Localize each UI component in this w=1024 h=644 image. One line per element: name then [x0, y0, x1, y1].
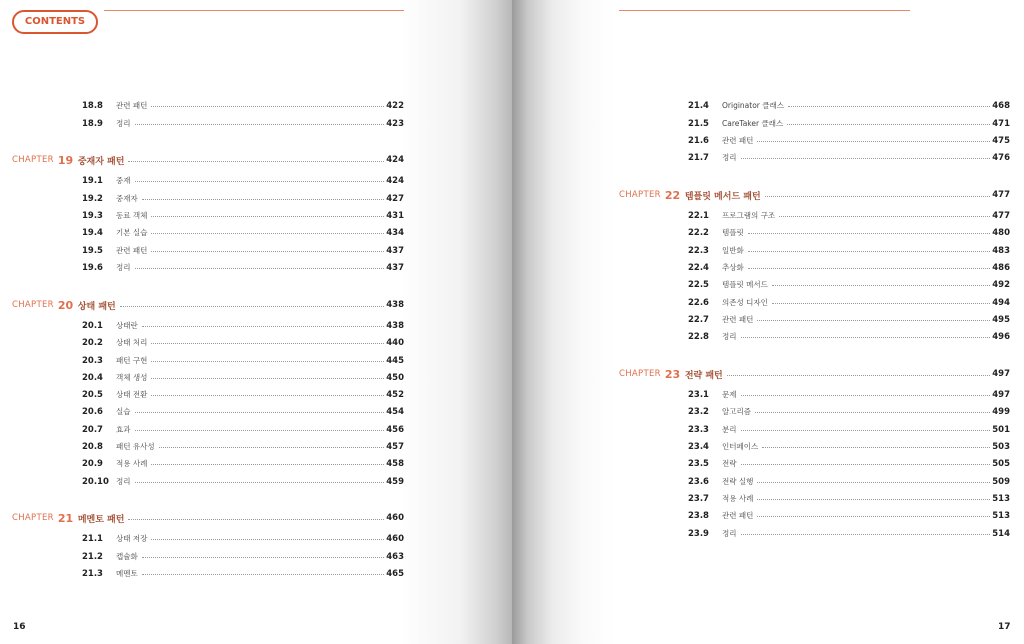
dot-leader — [748, 251, 991, 252]
section-title: 관련 패턴 — [722, 511, 754, 520]
section-title: 정리 — [116, 477, 131, 486]
dot-leader — [151, 539, 384, 540]
toc-section-entry[interactable] — [82, 259, 404, 276]
section-number: 19.5 — [82, 245, 103, 256]
page-number-left: 16 — [13, 622, 26, 632]
section-number: 22.2 — [688, 227, 709, 238]
section-title: CareTaker 클래스 — [722, 119, 784, 128]
chapter-label: CHAPTER — [12, 300, 54, 310]
section-number: 23.6 — [688, 476, 709, 487]
page-number: 423 — [386, 118, 404, 129]
section-title: 객체 생성 — [116, 373, 148, 382]
page-number: 480 — [992, 227, 1010, 238]
dot-leader — [151, 106, 384, 107]
section-title: 정리 — [722, 529, 737, 538]
page-number: 457 — [386, 441, 404, 452]
toc-section-entry[interactable] — [82, 473, 404, 490]
section-title: 패턴 유사성 — [116, 442, 155, 451]
dot-leader — [135, 412, 385, 413]
toc-section-entry[interactable] — [82, 172, 404, 189]
page-number: 486 — [992, 262, 1010, 273]
toc-section-entry[interactable] — [82, 190, 404, 207]
toc-section-entry[interactable] — [82, 548, 404, 565]
toc-section-entry[interactable] — [82, 369, 404, 386]
page-number: 497 — [992, 369, 1010, 379]
dot-leader — [757, 320, 990, 321]
dot-leader — [151, 343, 384, 344]
dot-leader — [787, 124, 990, 125]
toc-section-entry[interactable] — [688, 386, 1010, 403]
section-title: 전략 — [722, 459, 737, 468]
page-number: 431 — [386, 210, 404, 221]
section-number: 21.1 — [82, 533, 103, 544]
section-title: 캡슐화 — [116, 552, 138, 561]
page-number: 476 — [992, 152, 1010, 163]
dot-leader — [135, 124, 385, 125]
section-number: 21.7 — [688, 152, 709, 163]
section-title: Originator 클래스 — [722, 101, 784, 110]
section-title: 패턴 구현 — [116, 356, 148, 365]
toc-section-entry[interactable] — [688, 455, 1010, 472]
dot-leader — [135, 181, 385, 182]
dot-leader — [727, 375, 990, 376]
toc-section-entry[interactable] — [688, 242, 1010, 259]
toc-section-entry[interactable] — [82, 334, 404, 351]
section-title: 추상화 — [722, 263, 744, 272]
toc-section-entry[interactable] — [82, 438, 404, 455]
dot-leader — [741, 464, 991, 465]
toc-section-entry[interactable] — [688, 259, 1010, 276]
dot-leader — [151, 233, 384, 234]
page-number: 513 — [992, 493, 1010, 504]
page-number: 499 — [992, 406, 1010, 417]
toc-section-entry[interactable] — [82, 242, 404, 259]
section-number: 21.5 — [688, 118, 709, 129]
section-title: 의존성 디자인 — [722, 298, 768, 307]
section-number: 20.6 — [82, 406, 103, 417]
chapter-label: CHAPTER — [619, 190, 661, 200]
dot-leader — [128, 161, 384, 162]
page-number: 483 — [992, 245, 1010, 256]
section-title: 관련 패턴 — [116, 246, 148, 255]
section-title: 프로그램의 구조 — [722, 211, 776, 220]
section-number: 23.8 — [688, 510, 709, 521]
section-number: 20.5 — [82, 389, 103, 400]
dot-leader — [142, 574, 385, 575]
toc-section-entry[interactable] — [82, 565, 404, 582]
page-number: 460 — [386, 513, 404, 523]
page-number: 452 — [386, 389, 404, 400]
toc-section-entry[interactable] — [688, 473, 1010, 490]
page-number: 437 — [386, 245, 404, 256]
dot-leader — [151, 464, 384, 465]
toc-section-entry[interactable] — [688, 115, 1010, 132]
section-number: 19.1 — [82, 175, 103, 186]
page-number: 438 — [386, 320, 404, 331]
section-number: 23.3 — [688, 424, 709, 435]
page-number: 437 — [386, 262, 404, 273]
toc-section-entry[interactable] — [82, 403, 404, 420]
dot-leader — [772, 303, 990, 304]
dot-leader — [741, 337, 991, 338]
dot-leader — [128, 519, 384, 520]
section-number: 20.3 — [82, 355, 103, 366]
page-number: 459 — [386, 476, 404, 487]
toc-section-entry[interactable] — [688, 149, 1010, 166]
section-number: 20.1 — [82, 320, 103, 331]
dot-leader — [142, 199, 385, 200]
page-number: 460 — [386, 533, 404, 544]
toc-section-entry[interactable] — [688, 97, 1010, 114]
section-number: 19.2 — [82, 193, 103, 204]
chapter-title: 중재자 패턴 — [77, 156, 125, 167]
toc-section-entry[interactable] — [688, 224, 1010, 241]
dot-leader — [159, 447, 385, 448]
page-number: 471 — [992, 118, 1010, 129]
section-number: 21.2 — [82, 551, 103, 562]
dot-leader — [151, 361, 384, 362]
section-number: 21.6 — [688, 135, 709, 146]
section-number: 22.6 — [688, 297, 709, 308]
page-number: 477 — [992, 190, 1010, 200]
toc-section-entry[interactable] — [688, 132, 1010, 149]
toc-section-entry[interactable] — [688, 525, 1010, 542]
section-title: 적용 사례 — [116, 459, 148, 468]
page-number: 509 — [992, 476, 1010, 487]
chapter-title: 템플릿 메서드 패턴 — [684, 191, 761, 202]
section-number: 23.1 — [688, 389, 709, 400]
section-number: 20.4 — [82, 372, 103, 383]
page-number: 505 — [992, 458, 1010, 469]
dot-leader — [757, 482, 990, 483]
toc-section-entry[interactable] — [688, 328, 1010, 345]
dot-leader — [142, 326, 385, 327]
section-number: 21.3 — [82, 568, 103, 579]
section-number: 18.8 — [82, 100, 103, 111]
dot-leader — [755, 412, 990, 413]
chapter-title: 상태 패턴 — [77, 301, 116, 312]
toc-section-entry[interactable] — [82, 115, 404, 132]
section-number: 20.2 — [82, 337, 103, 348]
toc-section-entry[interactable] — [688, 311, 1010, 328]
page-number: 438 — [386, 300, 404, 310]
dot-leader — [757, 516, 990, 517]
page-number: 424 — [386, 155, 404, 165]
toc-chapter-entry[interactable] — [12, 295, 404, 315]
dot-leader — [151, 378, 384, 379]
section-title: 상태란 — [116, 321, 138, 330]
section-title: 알고리즘 — [722, 407, 751, 416]
dot-leader — [748, 268, 991, 269]
dot-leader — [757, 499, 990, 500]
dot-leader — [779, 216, 990, 217]
section-number: 19.4 — [82, 227, 103, 238]
dot-leader — [120, 306, 384, 307]
page-number: 440 — [386, 337, 404, 348]
chapter-number: 23 — [664, 367, 681, 381]
section-number: 22.1 — [688, 210, 709, 221]
toc-section-entry[interactable] — [688, 490, 1010, 507]
toc-section-entry[interactable] — [82, 207, 404, 224]
dot-leader — [135, 430, 385, 431]
top-rule — [104, 10, 404, 11]
section-title: 기본 실습 — [116, 228, 148, 237]
chapter-number: 22 — [664, 188, 681, 202]
section-title: 정리 — [116, 119, 131, 128]
section-title: 상태 전환 — [116, 390, 148, 399]
dot-leader — [741, 158, 991, 159]
page-number: 495 — [992, 314, 1010, 325]
page-number: 477 — [992, 210, 1010, 221]
toc-section-entry[interactable] — [688, 438, 1010, 455]
section-title: 동료 객체 — [116, 211, 148, 220]
dot-leader — [772, 285, 990, 286]
section-title: 관련 패턴 — [722, 315, 754, 324]
page-number: 501 — [992, 424, 1010, 435]
section-title: 템플릿 — [722, 228, 744, 237]
toc-section-entry[interactable] — [688, 276, 1010, 293]
section-title: 중재자 — [116, 194, 138, 203]
section-number: 22.8 — [688, 331, 709, 342]
toc-section-entry[interactable] — [688, 294, 1010, 311]
chapter-label: CHAPTER — [12, 155, 54, 165]
section-title: 관련 패턴 — [722, 136, 754, 145]
section-title: 정리 — [116, 263, 131, 272]
toc-section-entry[interactable] — [82, 352, 404, 369]
dot-leader — [135, 268, 385, 269]
section-number: 20.9 — [82, 458, 103, 469]
section-number: 20.7 — [82, 424, 103, 435]
section-number: 22.5 — [688, 279, 709, 290]
chapter-number: 21 — [57, 511, 74, 525]
page-number: 514 — [992, 528, 1010, 539]
chapter-label: CHAPTER — [12, 513, 54, 523]
dot-leader — [151, 216, 384, 217]
chapter-label: CHAPTER — [619, 369, 661, 379]
dot-leader — [748, 233, 991, 234]
chapter-number: 19 — [57, 153, 74, 167]
page-number-right: 17 — [998, 622, 1011, 632]
dot-leader — [741, 395, 991, 396]
toc-section-entry[interactable] — [688, 207, 1010, 224]
section-title: 인터페이스 — [722, 442, 759, 451]
toc-section-entry[interactable] — [82, 455, 404, 472]
page-number: 496 — [992, 331, 1010, 342]
section-title: 정리 — [722, 332, 737, 341]
page-number: 427 — [386, 193, 404, 204]
section-number: 23.9 — [688, 528, 709, 539]
section-number: 19.3 — [82, 210, 103, 221]
section-title: 문제 — [722, 390, 737, 399]
toc-section-entry[interactable] — [82, 386, 404, 403]
dot-leader — [765, 196, 991, 197]
chapter-number: 20 — [57, 298, 74, 312]
toc-section-entry[interactable] — [688, 403, 1010, 420]
dot-leader — [788, 106, 990, 107]
section-number: 23.4 — [688, 441, 709, 452]
dot-leader — [135, 482, 385, 483]
toc-section-entry[interactable] — [82, 317, 404, 334]
section-number: 18.9 — [82, 118, 103, 129]
section-title: 템플릿 메서드 — [722, 280, 768, 289]
dot-leader — [741, 534, 991, 535]
dot-leader — [762, 447, 990, 448]
section-title: 상태 저장 — [116, 534, 148, 543]
page-number: 424 — [386, 175, 404, 186]
section-number: 22.4 — [688, 262, 709, 273]
dot-leader — [757, 141, 990, 142]
page-number: 445 — [386, 355, 404, 366]
page-number: 422 — [386, 100, 404, 111]
dot-leader — [151, 395, 384, 396]
page-number: 513 — [992, 510, 1010, 521]
section-number: 22.3 — [688, 245, 709, 256]
section-title: 실습 — [116, 407, 131, 416]
chapter-title: 메멘토 패턴 — [77, 514, 125, 525]
page-number: 475 — [992, 135, 1010, 146]
page-number: 465 — [386, 568, 404, 579]
section-number: 20.8 — [82, 441, 103, 452]
page-number: 497 — [992, 389, 1010, 400]
toc-section-entry[interactable] — [82, 421, 404, 438]
right-page — [512, 0, 1024, 644]
section-title: 일반화 — [722, 246, 744, 255]
page-number: 503 — [992, 441, 1010, 452]
toc-section-entry[interactable] — [688, 421, 1010, 438]
chapter-title: 전략 패턴 — [684, 370, 723, 381]
toc-chapter-entry[interactable] — [619, 185, 1010, 205]
page-number: 494 — [992, 297, 1010, 308]
section-title: 정리 — [722, 153, 737, 162]
toc-chapter-entry[interactable] — [12, 150, 404, 170]
section-title: 전략 실행 — [722, 477, 754, 486]
section-title: 분리 — [722, 425, 737, 434]
section-number: 23.7 — [688, 493, 709, 504]
section-number: 19.6 — [82, 262, 103, 273]
top-rule — [619, 10, 910, 11]
page-number: 468 — [992, 100, 1010, 111]
section-title: 중재 — [116, 176, 131, 185]
dot-leader — [142, 557, 385, 558]
section-title: 메멘토 — [116, 569, 138, 578]
toc-chapter-entry[interactable] — [619, 364, 1010, 384]
page-number: 450 — [386, 372, 404, 383]
section-title: 적용 사례 — [722, 494, 754, 503]
page-number: 492 — [992, 279, 1010, 290]
section-number: 22.7 — [688, 314, 709, 325]
toc-section-entry[interactable] — [82, 224, 404, 241]
section-number: 20.10 — [82, 476, 109, 487]
page-number: 463 — [386, 551, 404, 562]
section-number: 21.4 — [688, 100, 709, 111]
dot-leader — [151, 251, 384, 252]
page-number: 458 — [386, 458, 404, 469]
toc-section-entry[interactable] — [82, 530, 404, 547]
toc-chapter-entry[interactable] — [12, 508, 404, 528]
page-number: 434 — [386, 227, 404, 238]
dot-leader — [741, 430, 991, 431]
section-title: 효과 — [116, 425, 131, 434]
contents-badge: CONTENTS — [12, 10, 98, 34]
page-number: 454 — [386, 406, 404, 417]
page-number: 456 — [386, 424, 404, 435]
section-title: 관련 패턴 — [116, 101, 148, 110]
section-title: 상태 처리 — [116, 338, 148, 347]
section-number: 23.2 — [688, 406, 709, 417]
toc-section-entry[interactable] — [688, 507, 1010, 524]
toc-section-entry[interactable] — [82, 97, 404, 114]
section-number: 23.5 — [688, 458, 709, 469]
